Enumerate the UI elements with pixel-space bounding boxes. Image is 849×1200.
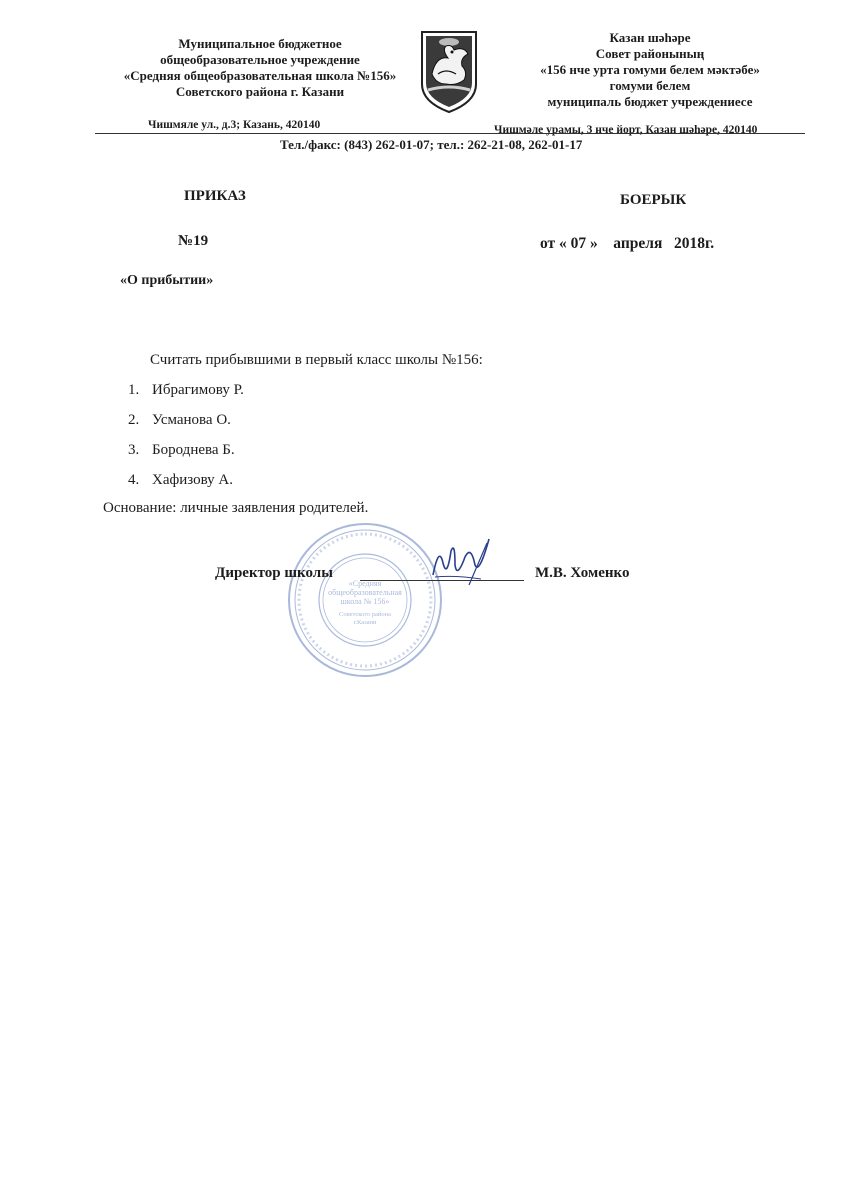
- stamp-text-line: школа № 156»: [340, 597, 390, 606]
- director-label: Директор школы: [215, 565, 333, 581]
- director-name: М.В. Хоменко: [535, 565, 630, 581]
- order-basis: Основание: личные заявления родителей.: [103, 500, 369, 516]
- list-item-name: Ибрагимову Р.: [152, 382, 244, 398]
- address-tt: Чишмәле урамы, 3 нче йорт, Казан шәһәре, 420140: [494, 124, 758, 136]
- stamp-text-line: «Средняя: [348, 579, 382, 588]
- list-item-name: Хафизову А.: [152, 472, 233, 488]
- list-item-number: 4.: [128, 472, 140, 488]
- header-right-line: Казан шәһәре: [609, 30, 691, 45]
- header-left-line: Советского района г. Казани: [175, 84, 345, 99]
- list-item-number: 3.: [128, 442, 140, 458]
- address-ru: Чишмяле ул., д.3; Казань, 420140: [148, 119, 321, 131]
- kazan-coat-of-arms-icon: [418, 28, 480, 114]
- header-divider: [95, 133, 805, 134]
- list-item: [128, 412, 231, 429]
- header-right-line: муниципаль бюджет учреждениесе: [547, 94, 753, 109]
- header-left-line: общеобразовательное учреждение: [160, 52, 360, 67]
- order-body-intro: Считать прибывшими в первый класс школы №156:: [150, 352, 483, 368]
- stamp-text-line: г.Казани: [353, 619, 377, 626]
- list-item-number: 1.: [128, 382, 140, 398]
- list-item: [128, 442, 235, 459]
- list-item-name: Усманова О.: [152, 412, 231, 428]
- list-item: [128, 472, 233, 489]
- school-seal-stamp: [285, 520, 445, 680]
- institution-name-ru: [95, 36, 425, 100]
- list-item-number: 2.: [128, 412, 140, 428]
- stamp-text-line: общеобразовательная: [328, 588, 402, 597]
- list-item-name: Бороднева Б.: [152, 442, 235, 458]
- order-date: от « 07 » апреля 2018г.: [540, 235, 715, 252]
- header-left-line: Муниципальное бюджетное: [178, 36, 342, 51]
- header-right-line: Совет районының: [595, 46, 705, 61]
- list-item: [128, 382, 244, 399]
- order-subject: «О прибытии»: [120, 273, 214, 288]
- handwritten-signature: [425, 535, 495, 595]
- order-number: №19: [178, 233, 209, 249]
- header-left-line: «Средняя общеобразовательная школа №156»: [123, 68, 397, 83]
- stamp-text-line: Советского района: [339, 611, 391, 618]
- institution-name-tt: [500, 30, 800, 110]
- order-title-tt: БОЕРЫК: [620, 192, 687, 208]
- phone-fax: Тел./факс: (843) 262-01-07; тел.: 262-21-08, 262-01-17: [280, 137, 583, 152]
- header-right-line: гомуми белем: [609, 78, 691, 93]
- order-title-ru: ПРИКАЗ: [184, 188, 246, 204]
- header-right-line: «156 нче урта гомуми белем мәктәбе»: [540, 62, 760, 77]
